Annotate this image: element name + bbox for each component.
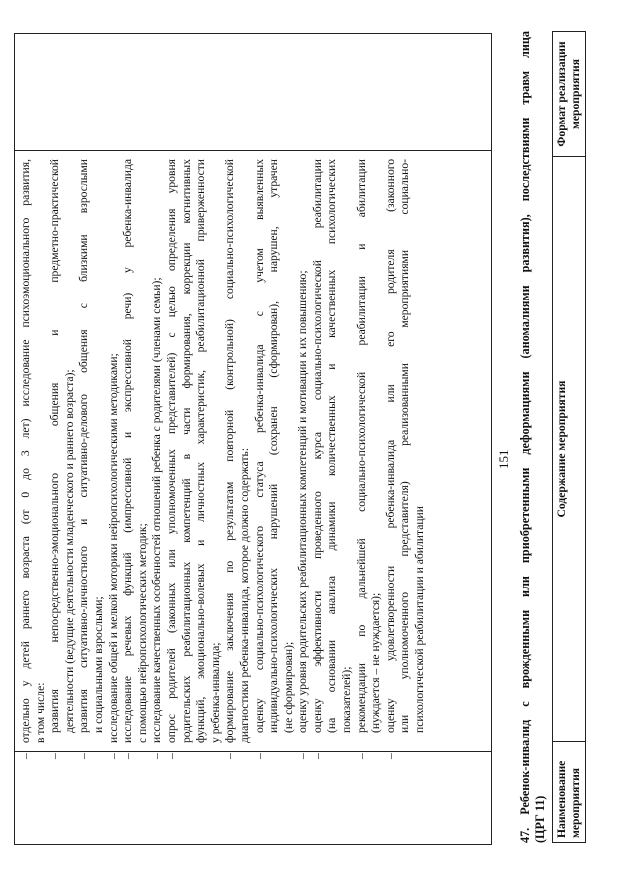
- section-heading-line1: 47. Ребенок-инвалид с врожденными или приобретенными деформациями (аномалиями развития), последствиями травм лица: [518, 31, 532, 843]
- activity-name-cell: [15, 752, 492, 845]
- content-line-text: опрос родителей (законных или уполномоченных представителей) с целью определения уровня: [164, 159, 178, 743]
- content-line: [413, 159, 428, 743]
- section-table-header: [552, 31, 586, 843]
- content-line: [340, 159, 355, 743]
- content-line: [63, 159, 78, 743]
- list-dash: –: [19, 753, 32, 759]
- content-lines: [19, 159, 428, 759]
- content-line-text: оценку уровня родительских реабилитационных компетенций и мотивации к их повышению;: [296, 270, 310, 733]
- content-line-text: формирование заключения по результатам повторной (контрольной) социально-психологической: [223, 159, 237, 743]
- content-line-text: психологической реабилитации и абилитации: [413, 506, 427, 733]
- content-line-text: с помощью нейропсихологических методик;: [135, 523, 149, 743]
- content-line: [267, 159, 282, 743]
- content-line-text: и социальными взрослыми;: [91, 596, 105, 733]
- content-line: [92, 159, 107, 743]
- content-line: [164, 159, 180, 759]
- content-line-text: рекомендации по дальнейшей социально-психологической реабилитации и абилитации: [354, 159, 368, 733]
- content-line-text: у ребенка-инвалида;: [208, 642, 222, 743]
- content-line-text: развития ситуативно-личностного и ситуативно-делового общения с близкими взрослыми: [77, 159, 91, 733]
- content-line-text: исследование качественных особенностей отношений ребенка с родителями (членами семьи);: [150, 277, 164, 743]
- list-dash: –: [354, 753, 368, 759]
- content-table-continued: [14, 33, 492, 845]
- content-line-text: диагностики ребенка-инвалида, которое должно содержать:: [237, 447, 251, 743]
- list-dash: –: [106, 753, 120, 759]
- page-number: 151: [496, 449, 511, 469]
- content-line-text: (не сформирован);: [281, 641, 295, 733]
- list-dash: –: [296, 753, 310, 759]
- content-line-text: развития непосредственно-эмоционального общения и предметно-практической: [48, 159, 62, 733]
- content-line: [180, 159, 195, 743]
- header-activity-name: Наименование мероприятия: [553, 742, 586, 843]
- activity-format-cell: [15, 34, 492, 151]
- section-heading: [518, 31, 548, 843]
- content-line-text: деятельности (ведущие деятельности младенческого и раннего возраста);: [62, 369, 76, 733]
- list-dash: –: [150, 753, 164, 759]
- content-line-text: исследование речевых функций (импрессивной и экспрессивной речи) у ребенка-инвалида: [121, 159, 135, 743]
- rotated-content: [14, 13, 626, 873]
- content-line: [252, 159, 268, 759]
- content-line: [136, 159, 151, 743]
- content-line-text: или уполномоченного представителя) реализованными мероприятиями социально-: [398, 159, 412, 733]
- content-line-text: в том числе:: [33, 682, 47, 743]
- list-dash: –: [77, 753, 91, 759]
- content-line: [296, 159, 311, 759]
- content-line: [209, 159, 224, 743]
- content-line: [238, 159, 253, 743]
- content-line: [106, 159, 122, 759]
- content-line: [369, 159, 384, 743]
- content-line: [383, 159, 399, 759]
- content-line-text: (нуждается – не нуждается);: [369, 592, 383, 733]
- content-line-text: родительских реабилитационных компетенций в части формирования, коррекции когнитивных: [179, 159, 193, 743]
- content-line: [34, 159, 49, 743]
- content-line: [121, 159, 136, 759]
- content-line: [398, 159, 413, 743]
- header-activity-format: Формат реализации мероприятия: [553, 32, 586, 157]
- activity-content-cell: [15, 151, 492, 759]
- content-line: [48, 159, 63, 759]
- list-dash: –: [164, 753, 178, 759]
- list-dash: –: [48, 753, 62, 759]
- content-line-text: отдельно у детей раннего возраста (от 0 до 3 лет) исследование психоэмоционального развития,: [19, 159, 32, 743]
- section-heading-line2: (ЦРГ 11): [533, 795, 547, 843]
- content-line: [310, 159, 326, 759]
- content-line: [77, 159, 92, 759]
- list-dash: –: [223, 753, 237, 759]
- header-activity-content: Содержание мероприятия: [553, 157, 586, 742]
- content-line-text: оценку удовлетворенности ребенка-инвалида или его родителя (законного: [383, 159, 397, 733]
- list-dash: –: [310, 753, 324, 759]
- content-line-text: (на основании анализа динамики количественных и качественных психологических: [325, 159, 339, 733]
- list-dash: –: [383, 753, 397, 759]
- list-dash: –: [121, 753, 135, 759]
- content-line-text: функций, эмоционально-волевых и личностных характеристик, реабилитационной приверженности: [194, 159, 208, 743]
- content-line-text: оценку социально-психологического статуса ребенка-инвалида с учетом выявленных: [252, 159, 266, 733]
- content-line-text: оценку эффективности проведенного курса социально-психологической реабилитации: [310, 159, 324, 733]
- content-line: [223, 159, 238, 759]
- content-line: [150, 159, 165, 759]
- content-line-text: исследование общей и мелкой моторики нейропсихологическими методиками;: [106, 353, 120, 743]
- content-line: [325, 159, 340, 743]
- content-line: [282, 159, 297, 743]
- content-line: [19, 159, 34, 759]
- content-line: [354, 159, 370, 759]
- content-line-text: индивидуально-психологических нарушений (сохранен (сформирован), нарушен, утрачен: [267, 159, 281, 733]
- content-line: [194, 159, 209, 743]
- content-line-text: показателей);: [340, 666, 354, 733]
- list-dash: –: [252, 753, 266, 759]
